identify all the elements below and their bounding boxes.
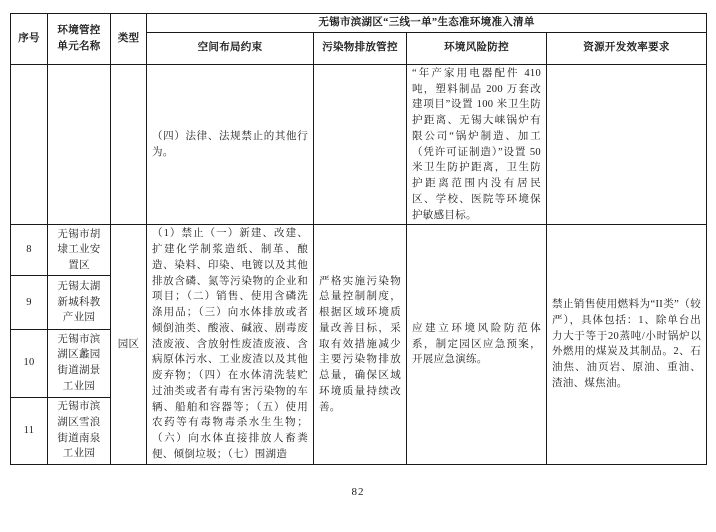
header-type: 类型 <box>111 14 147 65</box>
header-spatial-constraint: 空间布局约束 <box>147 32 314 64</box>
table-row <box>11 225 707 276</box>
cell-pollutant-merged: 严格实施污染物总量控制制度，根据区域环境质量改善目标，采取有效措施减少主要污染物排放总量，确保区域环境质量持续改善。 <box>314 225 407 464</box>
header-serial: 序号 <box>11 14 48 65</box>
header-pollutant-control: 污染物排放管控 <box>314 32 407 64</box>
cell-resource-merged: 禁止销售使用燃料为“II类”（较严），具体包括：1、除单台出力大于等于20蒸吨/小时锅炉以外燃用的煤炭及其制品。2、石油焦、油页岩、原油、重油、渣油、煤焦油。 <box>547 225 707 464</box>
header-risk-prevention: 环境风险防控 <box>407 32 547 64</box>
row-unit-name: 无锡市滨湖区蠡园街道湖景工业园 <box>48 329 111 397</box>
cell-risk-merged: 应建立环境风险防范体系，制定园区应急预案，开展应急演练。 <box>407 225 547 464</box>
row-unit-name: 无锡市滨湖区雪浪街道南泉工业园 <box>48 397 111 464</box>
row-serial: 11 <box>11 397 48 464</box>
row-serial: 9 <box>11 276 48 330</box>
admittance-list-table <box>10 13 707 465</box>
cell-empty-type <box>111 64 147 225</box>
cell-spatial-merged: （1）禁止（一）新建、改建、扩建化学制浆造纸、制革、酿造、染料、印染、电镀以及其他排放含磷、氮等污染物的企业和项目；（二）销售、使用含磷洗涤用品；（三）向水体排放或者倾倒油类、酸液、碱液、剧毒废渣废液、含放射性废渣废液、含病原体污水、工业废渣以及其他废弃物；（四）在水体清洗装贮过油类或者有毒有害污染物的车辆、船舶和容器等；（五）使用农药等有毒物毒杀水生生物；（六）向水体直接排放人畜粪便、倾倒垃圾；（七）围湖造 <box>147 225 314 464</box>
cell-empty-serial <box>11 64 48 225</box>
continuation-row <box>11 64 707 225</box>
row-unit-name: 无锡市胡埭工业安置区 <box>48 225 111 276</box>
header-span-title: 无锡市滨湖区“三线一单”生态准环境准入清单 <box>147 14 707 33</box>
cell-spatial-continued: （四）法律、法规禁止的其他行为。 <box>147 64 314 225</box>
cell-resource-continued <box>547 64 707 225</box>
cell-pollutant-continued <box>314 64 407 225</box>
row-serial: 10 <box>11 329 48 397</box>
header-unit-name: 环境管控单元名称 <box>48 14 111 65</box>
header-resource-efficiency: 资源开发效率要求 <box>547 32 707 64</box>
cell-empty-name <box>48 64 111 225</box>
row-serial: 8 <box>11 225 48 276</box>
cell-type-merged: 园区 <box>111 225 147 464</box>
row-unit-name: 无锡太湖新城科教产业园 <box>48 276 111 330</box>
cell-risk-continued: “年产家用电器配件 410 吨，塑料制品 200 万套改建项目”设置 100 米卫生防护距离、无锡大崃锅炉有限公司“锅炉制造、加工（凭许可证制造）”设置 50 米卫生防护距离，卫生防护距离范围内没有居民区、学校、医院等环境保护敏感目标。 <box>407 64 547 225</box>
page-number: 82 <box>351 486 365 498</box>
